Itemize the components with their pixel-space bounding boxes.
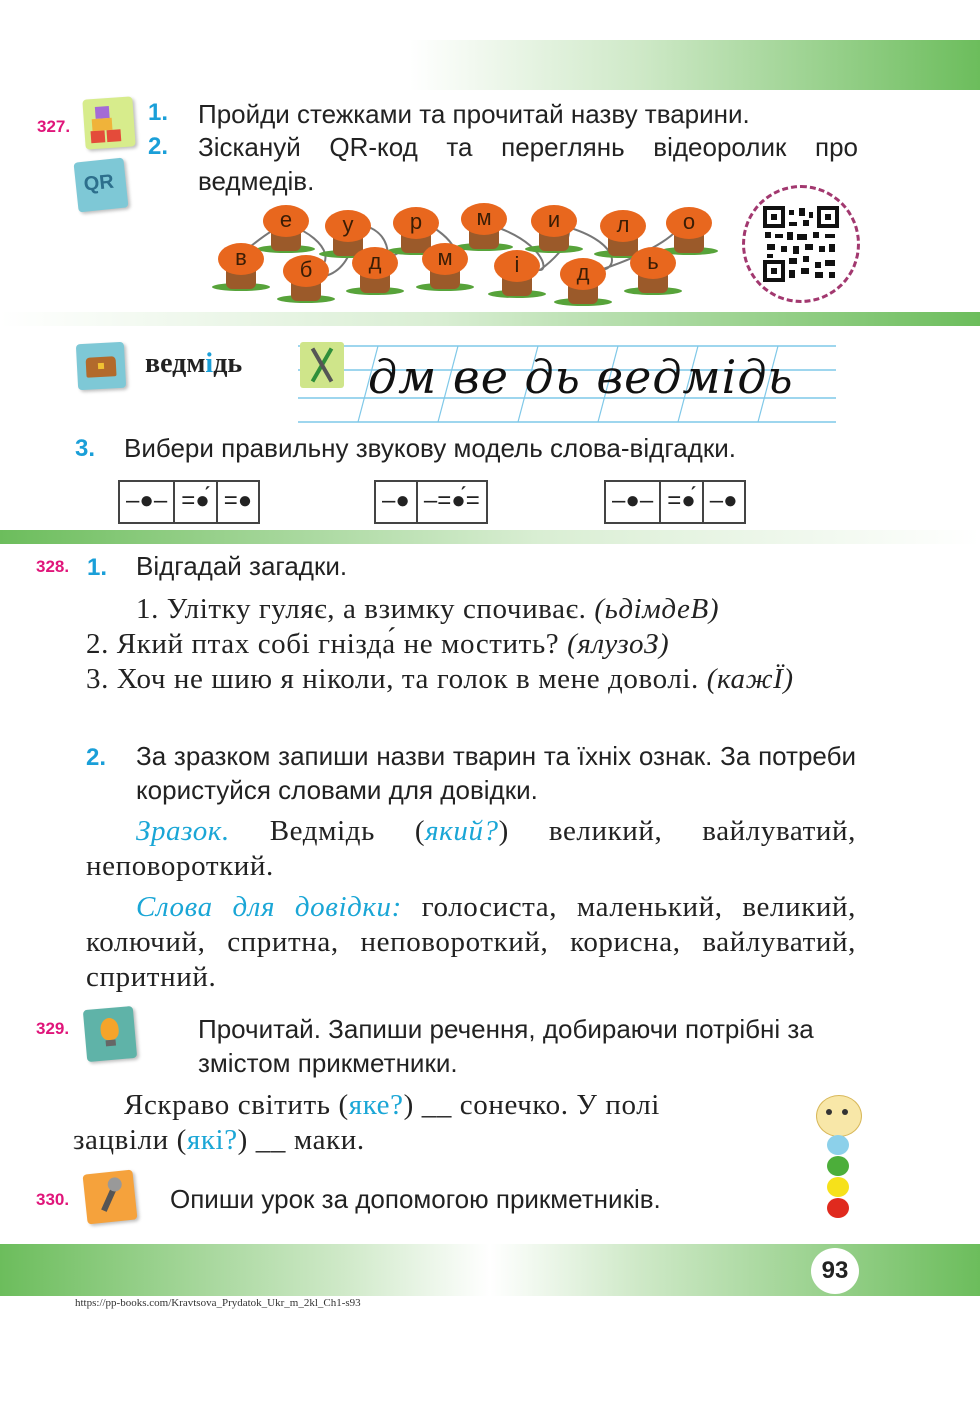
stump: ь — [630, 247, 676, 287]
model-cell: –● — [376, 482, 418, 522]
sound-model[interactable] — [604, 480, 746, 524]
stump: і — [494, 250, 540, 290]
model-cell: –●– — [120, 482, 175, 522]
cursive-text: дм ве дь ведмідь — [368, 350, 794, 404]
task-number: 1. — [148, 99, 169, 126]
task-text: Опиши урок за допомогою прикметників. — [170, 1184, 661, 1214]
sound-model[interactable] — [374, 480, 488, 524]
exercise-number-328: 328. — [36, 557, 70, 576]
caterpillar-icon — [810, 1093, 866, 1223]
sound-model[interactable] — [118, 480, 260, 524]
task-text: Вибери правильну звукову модель слова-відгадки. — [124, 433, 736, 463]
stump: у — [325, 210, 371, 250]
lightbulb-sticker-icon — [83, 1006, 137, 1062]
stump: м — [461, 203, 507, 243]
sentence-line: Яскраво світить (яке?) __ сонечко. У полі — [124, 1089, 660, 1121]
stump: в — [218, 243, 264, 283]
task-text: Зіскануй QR-код та переглянь відеоролик про ведмедів. — [198, 132, 858, 196]
chest-sticker-icon — [76, 342, 126, 390]
task-number: 2. — [86, 744, 107, 771]
microphone-sticker-icon — [83, 1170, 138, 1225]
cursive-writing — [298, 336, 836, 426]
model-cell: =● — [223, 487, 253, 514]
sentence-line: зацвіли (які?) __ маки. — [73, 1124, 365, 1156]
page-url[interactable]: https://pp-books.com/Kravtsova_Prydatok_Ukr_m_2kl_Ch1-s93 — [75, 1297, 361, 1309]
task-number: 2. — [148, 133, 169, 160]
task-number: 1. — [87, 554, 108, 581]
qr-sticker-icon — [74, 158, 129, 213]
sample-text: Зразок. Ведмідь (який?) великий, вайлуватий, неповороткий. — [86, 815, 856, 882]
dictionary-word: ведмідь — [145, 348, 243, 379]
exercise-number-327: 327. — [37, 117, 71, 136]
qr-code[interactable] — [742, 185, 860, 303]
blocks-sticker-icon — [82, 96, 135, 149]
task-text: За зразком запиши назви тварин та їхніх ознак. За потреби користуйся словами для довідки. — [136, 741, 856, 805]
stump: и — [531, 205, 577, 245]
riddle: 1. Улітку гуляє, а взимку спочиває. (ьдімдеВ) — [136, 593, 720, 625]
stump: б — [283, 255, 329, 295]
model-cell: –●– — [606, 482, 661, 522]
task-text: Пройди стежками та прочитай назву тварини. — [198, 99, 750, 129]
model-cell: =●́ — [661, 482, 704, 522]
task-number: 3. — [75, 435, 96, 462]
riddle: 2. Який птах собі гнізда́ не мостить? (ялузоЗ) — [86, 628, 670, 660]
model-cell: –● — [709, 487, 738, 514]
stump: е — [263, 205, 309, 245]
section-band — [0, 530, 980, 544]
page-number: 93 — [811, 1248, 859, 1294]
qr-sticker-label: QR — [82, 170, 115, 196]
top-band — [410, 40, 980, 90]
help-words: Слова для довідки: голосиста, маленький, великий, колючий, спритна, неповороткий, корисна, вайлуватий, спритний. — [86, 891, 856, 993]
task-text: Прочитай. Запиши речення, добираючи потрібні за змістом прикметники. — [198, 1014, 814, 1078]
exercise-number-330: 330. — [36, 1190, 70, 1209]
exercise-number-329: 329. — [36, 1019, 70, 1038]
stump: д — [352, 247, 398, 287]
stump: д — [560, 258, 606, 298]
riddle: 3. Хоч не шию я ніколи, та голок в мене доволі. (кажЇ) — [86, 663, 794, 695]
model-cell: =●́ — [175, 482, 218, 522]
task-text: Відгадай загадки. — [136, 551, 348, 581]
stump: р — [393, 207, 439, 247]
qr-code-icon — [763, 206, 839, 282]
stump: л — [600, 210, 646, 250]
model-cell: –=●́= — [423, 487, 480, 514]
stump: м — [422, 243, 468, 283]
section-band — [0, 312, 980, 326]
stump: о — [666, 207, 712, 247]
pencil-sticker-icon — [300, 342, 344, 388]
